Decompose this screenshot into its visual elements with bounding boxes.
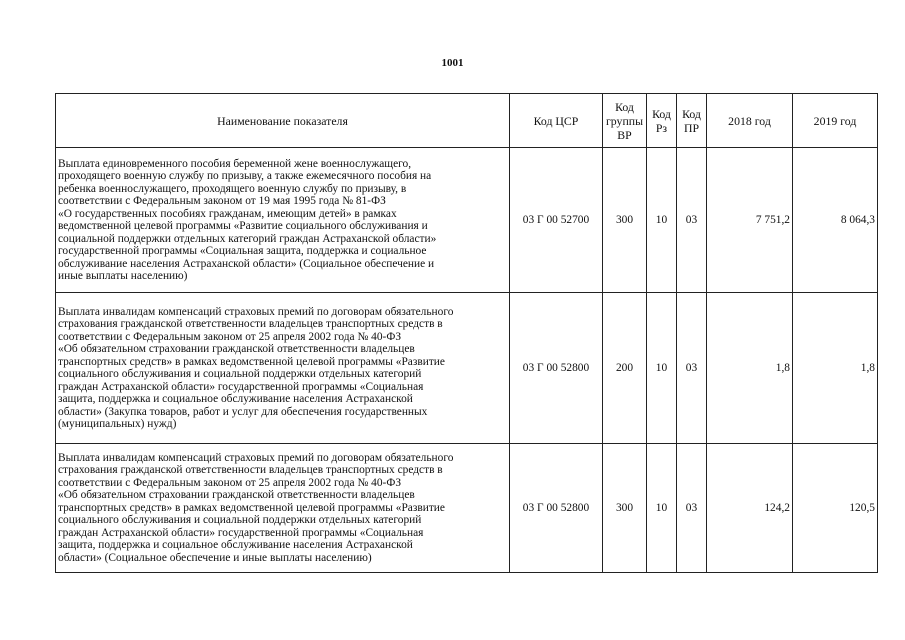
header-csr: Код ЦСР [510,94,603,148]
header-vr-line: группы [605,113,644,128]
row-name-line: «Об обязательном страховании гражданской ответственности владельцев [58,343,415,355]
row-name-line: государственной программы «Социальная защита, поддержка и социальное [58,245,427,257]
row-name-line: иные выплаты населению) [58,270,188,282]
row-name [56,444,510,573]
row-2018: 124,2 [707,444,793,573]
page-number: 1001 [441,57,464,69]
row-rz: 10 [647,148,677,293]
row-name-line: страхования гражданской ответственности владельцев транспортных средств в [58,464,443,477]
table-row [56,148,878,293]
row-name-line: граждан Астраханской области» государственной программы «Социальная [58,380,424,393]
row-name-line: проходящего военную службу по призыву, а также ежемесячного пособия на [58,170,432,182]
row-name-line: социальной поддержки отдельных категорий граждан Астраханской области» [58,232,437,245]
header-pr [677,94,707,148]
row-2019: 120,5 [793,444,878,573]
row-name-line: социального обслуживания и социальной поддержки отдельных категорий [58,514,422,527]
table-row [56,293,878,444]
row-csr: 03 Г 00 52800 [510,444,603,573]
row-name-line: Выплата единовременного пособия беременной жене военнослужащего, [58,157,412,170]
row-name-line: обслуживание населения Астраханской области» (Социальное обеспечение и [58,257,435,270]
header-name: Наименование показателя [56,94,510,148]
row-csr: 03 Г 00 52800 [510,293,603,444]
header-vr-line: Код [615,99,634,114]
row-name-line: соответствии с Федеральным законом от 25 апреля 2002 года № 40-ФЗ [58,476,402,489]
header-rz-line: Код [652,106,671,121]
row-name-line: соответствии с Федеральным законом от 25 апреля 2002 года № 40-ФЗ [58,330,402,343]
row-pr: 03 [677,444,707,573]
budget-table [55,93,878,573]
row-name-line: области» (Социальное обеспечение и иные выплаты населению) [58,551,372,564]
header-vr [603,94,647,148]
row-name-line: транспортных средств» в рамках ведомственной целевой программы «Развитие [58,501,445,514]
row-rz: 10 [647,293,677,444]
header-vr-line: ВР [617,127,632,142]
row-name-line: социального обслуживания и социальной поддержки отдельных категорий [58,368,422,380]
row-pr: 03 [677,293,707,444]
row-vr: 300 [603,148,647,293]
header-pr-line: Код [682,106,701,121]
row-name-line: (муниципальных) нужд) [58,418,177,430]
row-rz: 10 [647,444,677,573]
row-name-line: Выплата инвалидам компенсаций страховых премий по договорам обязательного [58,451,454,464]
row-2019: 8 064,3 [793,148,878,293]
table-header-row [56,94,878,148]
table-row [56,444,878,573]
row-name-line: ведомственной целевой программы «Развитие социального обслуживания и [58,220,428,232]
row-csr: 03 Г 00 52700 [510,148,603,293]
row-name-line: «Об обязательном страховании гражданской ответственности владельцев [58,489,415,502]
row-name-line: транспортных средств» в рамках ведомственной целевой программы «Развитие [58,355,445,368]
row-name-line: соответствии с Федеральным законом от 19 мая 1995 года № 81-ФЗ [58,195,386,207]
row-name-line: ребенка военнослужащего, проходящего военную службу по призыву, в [58,182,407,195]
row-2018: 7 751,2 [707,148,793,293]
row-name-line: «О государственных пособиях гражданам, имеющим детей» в рамках [58,207,397,220]
row-2019: 1,8 [793,293,878,444]
row-name-line: Выплата инвалидам компенсаций страховых премий по договорам обязательного [58,305,454,318]
row-name-line: защита, поддержка и социальное обслуживание населения Астраханской [58,393,413,405]
row-vr: 200 [603,293,647,444]
row-2018: 1,8 [707,293,793,444]
row-name-line: защита, поддержка и социальное обслуживание населения Астраханской [58,539,413,552]
row-vr: 300 [603,444,647,573]
row-pr: 03 [677,148,707,293]
row-name [56,293,510,444]
header-pr-line: ПР [683,120,700,135]
row-name-line: области» (Закупка товаров, работ и услуг для обеспечения государственных [58,405,428,418]
header-2019: 2019 год [793,94,878,148]
row-name-line: страхования гражданской ответственности владельцев транспортных средств в [58,318,443,330]
row-name [56,148,510,293]
header-rz-line: Рз [655,120,668,135]
header-2018: 2018 год [707,94,793,148]
row-name-line: граждан Астраханской области» государственной программы «Социальная [58,526,424,539]
header-rz [647,94,677,148]
